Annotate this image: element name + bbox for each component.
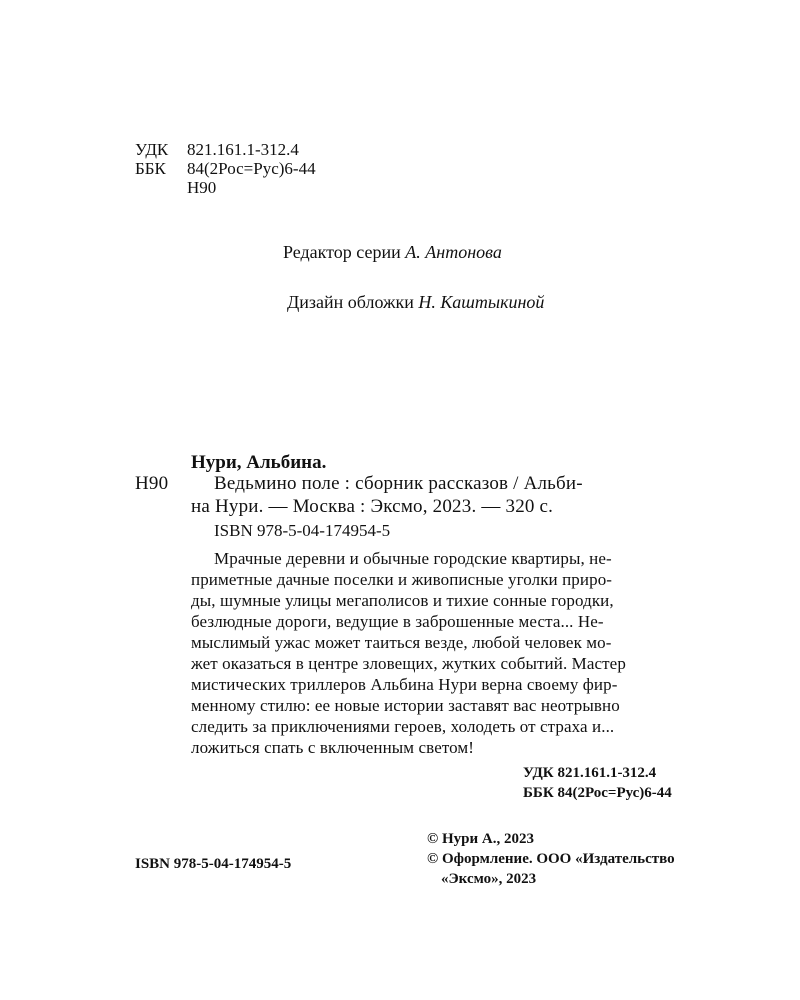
card-udk: УДК 821.161.1-312.4 — [523, 765, 657, 781]
annotation-line: мистических триллеров Альбина Нури верна своему фир- — [191, 675, 618, 694]
editor-name: А. Антонова — [405, 242, 502, 262]
annotation-line: жет оказаться в центре зловещих, жутких событий. Мастер — [191, 654, 626, 673]
bbk-row — [135, 159, 316, 179]
cover-designer-name: Н. Каштыкиной — [418, 292, 545, 312]
bbk-label: ББК — [135, 159, 166, 178]
footer-isbn: ISBN 978-5-04-174954-5 — [135, 856, 292, 872]
cover-design-credit — [287, 291, 544, 313]
udk-value: 821.161.1-312.4 — [187, 140, 299, 159]
annotation-line: Мрачные деревни и обычные городские квартиры, не- — [214, 549, 612, 568]
isbn: ISBN 978-5-04-174954-5 — [214, 521, 391, 540]
annotation-line: менному стилю: ее новые истории заставят вас неотрывно — [191, 696, 620, 715]
bbk-value: 84(2Рос=Рус)6-44 — [187, 159, 316, 178]
copyright-design-line-2: «Эксмо», 2023 — [441, 871, 537, 887]
editor-credit — [283, 241, 502, 263]
annotation-line: мыслимый ужас может таиться везде, любой человек мо- — [191, 633, 612, 652]
copyright-author: © Нури А., 2023 — [427, 831, 534, 847]
title-line-2: на Нури. — Москва : Эксмо, 2023. — 320 с. — [191, 496, 554, 517]
annotation-line: безлюдные дороги, ведущие в заброшенные места... Не- — [191, 612, 604, 631]
editor-prefix: Редактор серии — [283, 242, 401, 262]
cover-prefix: Дизайн обложки — [287, 292, 414, 312]
udk-row — [135, 140, 299, 160]
card-bbk: ББК 84(2Рос=Рус)6-44 — [523, 785, 672, 801]
author-sign-top: Н90 — [187, 178, 217, 197]
annotation-line: следить за приключениями героев, холодеть от страха и... — [191, 717, 615, 736]
author-sign: Н90 — [135, 473, 169, 494]
author-heading: Нури, Альбина. — [191, 452, 327, 473]
annotation-line: приметные дачные поселки и живописные уголки приро- — [191, 570, 613, 589]
annotation-line: ды, шумные улицы мегаполисов и тихие сонные городки, — [191, 591, 614, 610]
annotation-line: ложиться спать с включенным светом! — [191, 738, 475, 757]
udk-label: УДК — [135, 140, 169, 159]
copyright-design-line-1: © Оформление. ООО «Издательство — [427, 851, 675, 867]
title-line-1: Ведьмино поле : сборник рассказов / Альби- — [214, 473, 583, 494]
